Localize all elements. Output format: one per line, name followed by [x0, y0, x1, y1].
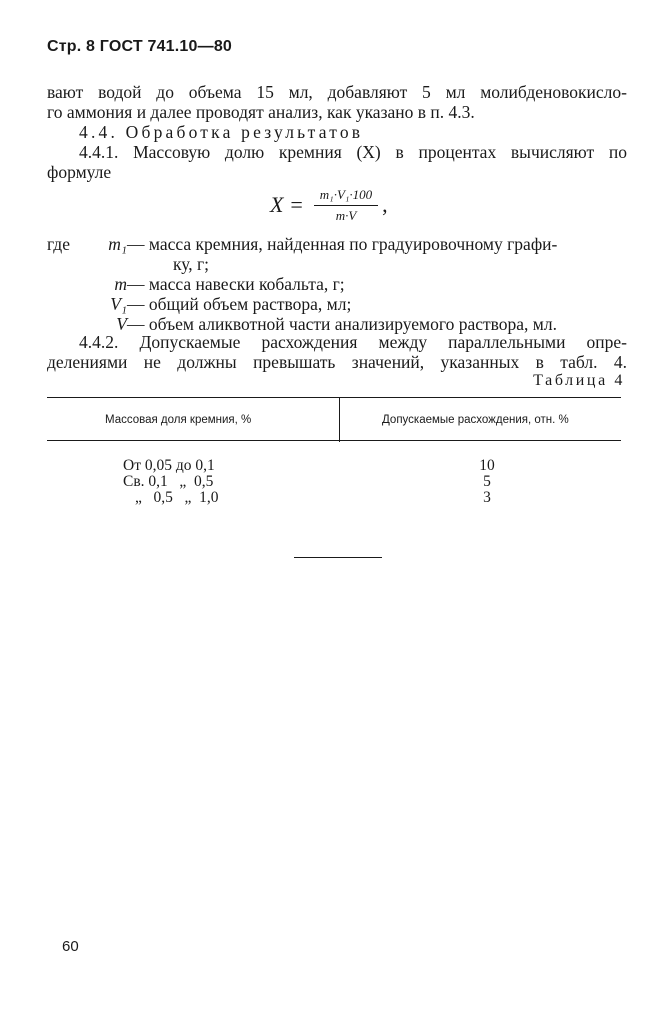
- body-text-top: [47, 82, 627, 182]
- table-caption: Таблица 4: [533, 372, 625, 389]
- definition-row: [47, 274, 627, 294]
- definition-row: [47, 234, 627, 254]
- paragraph-line: формуле: [47, 162, 112, 182]
- definition-symbol: V₁: [110, 294, 127, 314]
- table-cell-tolerance: 5: [483, 473, 491, 490]
- formula-denominator: m·V: [335, 207, 357, 223]
- definition-row: [47, 254, 627, 274]
- definition-row: [47, 294, 627, 314]
- definition-text: — масса навески кобальта, г;: [127, 274, 345, 294]
- table-header-cell: Допускаемые расхождения, отн. %: [382, 414, 569, 426]
- definition-prefix: где: [47, 234, 70, 254]
- section-heading: 4.4. Обработка результатов: [79, 122, 364, 142]
- paragraph-line: 4.4.2. Допускаемые расхождения между параллельными опре-: [79, 332, 627, 352]
- table-cell-tolerance: 10: [479, 457, 495, 474]
- definition-symbol: V: [116, 314, 127, 334]
- formula-trailing: ,: [382, 192, 388, 217]
- paragraph-line: вают водой до объема 15 мл, добавляют 5 мл молибденовокисло-: [47, 82, 627, 102]
- definition-text: ку, г;: [173, 254, 210, 274]
- table-column-divider: [339, 397, 340, 442]
- fraction-bar: [314, 205, 378, 206]
- definition-row: [47, 314, 627, 334]
- definition-text: — объем аликвотной части анализируемого раствора, мл.: [127, 314, 557, 334]
- table-cell-range: „ 0,5 „ 1,0: [135, 489, 219, 506]
- table-header-cell: Массовая доля кремния, %: [105, 414, 252, 426]
- data-table: [47, 397, 621, 542]
- page-header: Стр. 8 ГОСТ 741.10—80: [47, 38, 233, 55]
- formula: [270, 182, 388, 228]
- definition-text: — масса кремния, найденная по градуировочному графи-: [127, 234, 558, 254]
- paragraph-line: 4.4.1. Массовую долю кремния (X) в процентах вычисляют по: [79, 142, 627, 162]
- definition-symbol: m: [114, 274, 127, 294]
- definition-text: — общий объем раствора, мл;: [127, 294, 352, 314]
- table-row: [47, 458, 621, 474]
- section-end-rule: [294, 557, 382, 558]
- table-top-rule: [47, 397, 621, 398]
- table-row: [47, 490, 621, 506]
- formula-lhs: X =: [270, 192, 304, 217]
- table-cell-range: Св. 0,1 „ 0,5: [123, 473, 214, 490]
- definition-symbol: m₁: [108, 234, 127, 254]
- paragraph-line: го аммония и далее проводят анализ, как указано в п. 4.3.: [47, 102, 475, 122]
- paragraph-line: делениями не должны превышать значений, указанных в табл. 4.: [47, 352, 627, 372]
- table-cell-range: От 0,05 до 0,1: [123, 457, 215, 474]
- table-cell-tolerance: 3: [483, 489, 491, 506]
- table-header-rule: [47, 440, 621, 441]
- page-number: 60: [62, 938, 79, 955]
- formula-fraction: [314, 187, 378, 224]
- formula-numerator: m₁·V₁·100: [319, 186, 373, 202]
- definitions-list: [47, 234, 627, 334]
- table-row: [47, 474, 621, 490]
- body-text-bottom: [47, 332, 627, 372]
